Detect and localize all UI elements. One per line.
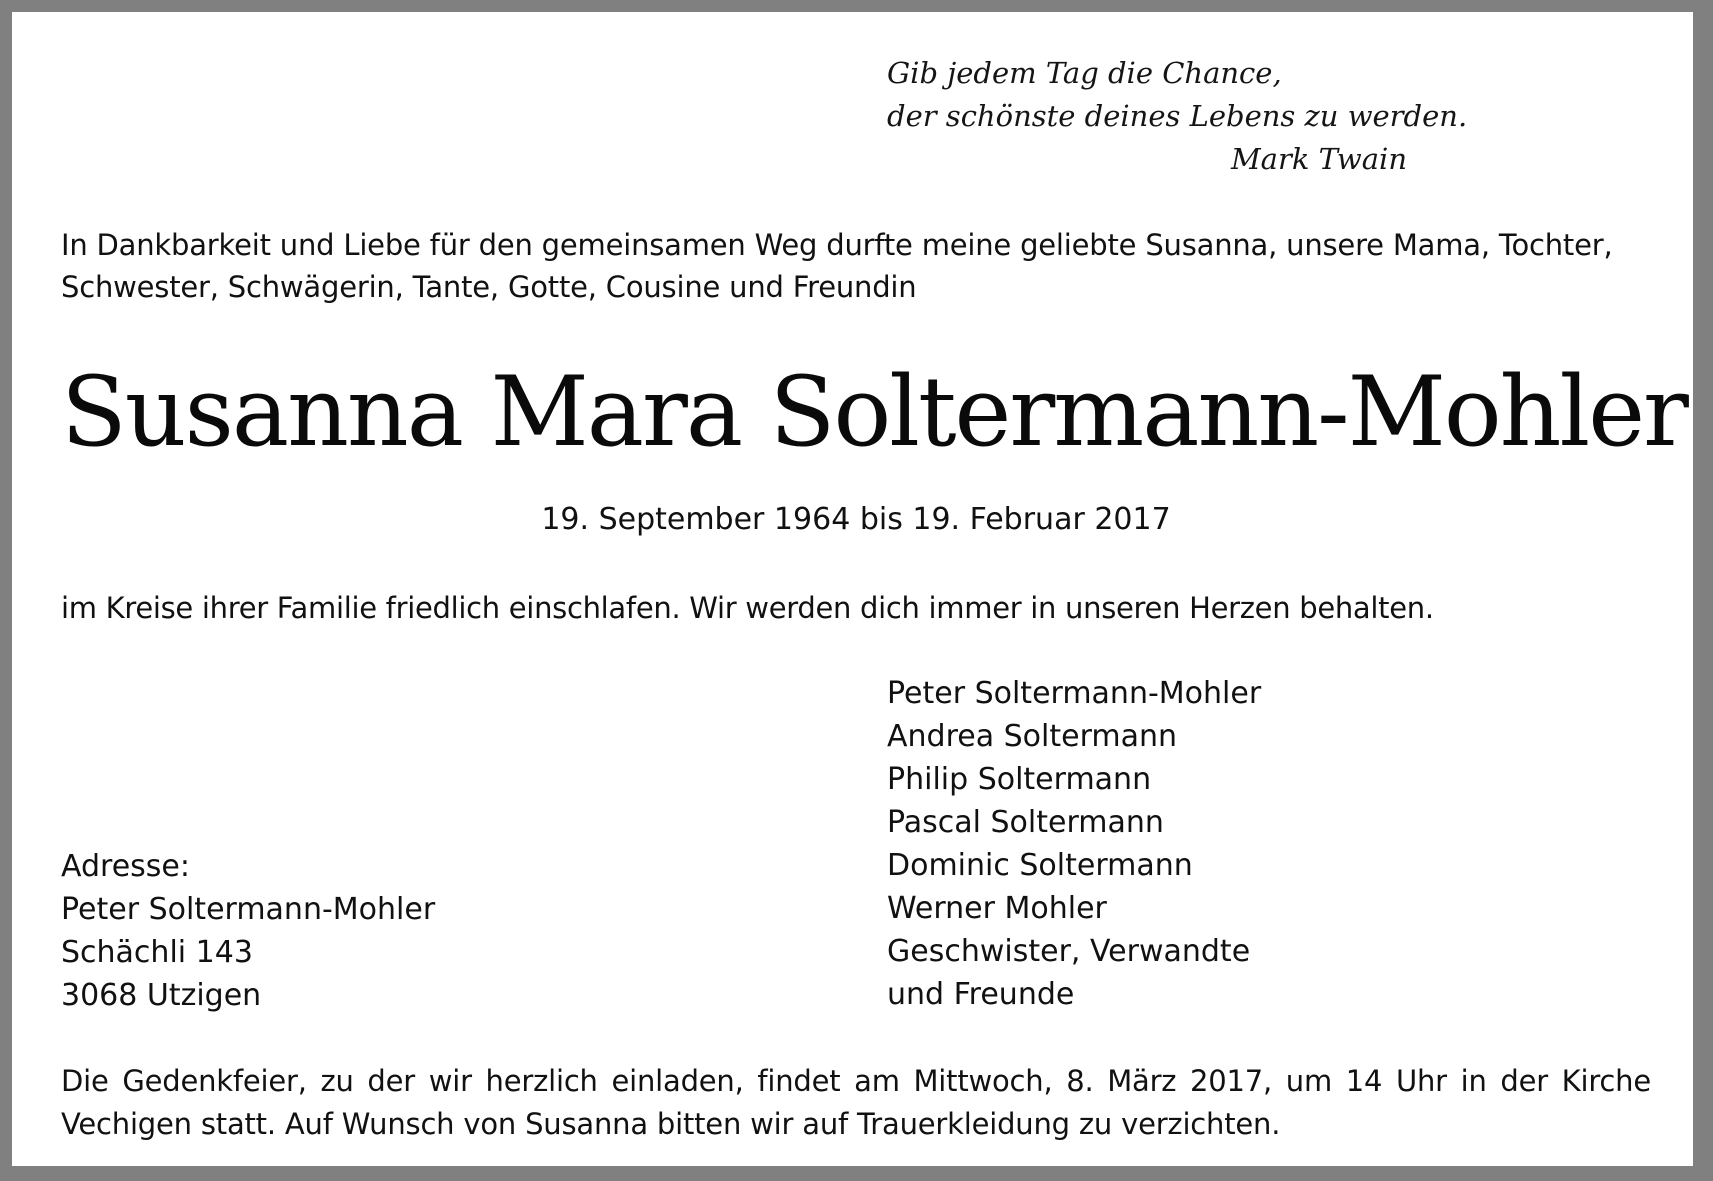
intro-text: In Dankbarkeit und Liebe für den gemeinsamen Weg durfte meine geliebte Susanna, unsere Mama, Tochter, Schwester, Schwägerin, Tante, Gotte, Cousine und Freundin [61,228,1613,304]
family-member: Peter Soltermann-Mohler [887,676,1262,711]
family-list [887,672,1487,1016]
deceased-name: Susanna Mara Soltermann-Mohler [61,356,1687,468]
quote-line: der schönste deines Lebens zu werden. [887,99,1468,133]
family-member: Dominic Soltermann [887,848,1193,883]
family-member: Geschwister, Verwandte [887,934,1251,969]
family-member: Philip Soltermann [887,762,1152,797]
address-line: Schächli 143 [61,935,253,970]
obituary-card [12,12,1693,1166]
quote-line: Gib jedem Tag die Chance, [887,56,1282,90]
life-dates: 19. September 1964 bis 19. Februar 2017 [541,502,1171,537]
quote-block [887,52,1468,181]
family-member: Andrea Soltermann [887,719,1178,754]
family-member: Werner Mohler [887,891,1107,926]
address-label: Adresse: [61,849,190,884]
address-line: 3068 Utzigen [61,978,262,1013]
quote-author: Mark Twain [1230,142,1407,176]
memorial-notice: Die Gedenkfeier, zu der wir herzlich einladen, findet am Mittwoch, 8. März 2017, um 14 Uhr in der Kirche Vechigen statt. Auf Wunsch von Susanna bitten wir auf Trauerkleidung zu verzichten. [61,1064,1651,1141]
address-block [61,845,661,1017]
family-member: und Freunde [887,977,1075,1012]
passing-text: im Kreise ihrer Familie friedlich einschlafen. Wir werden dich immer in unseren Herzen behalten. [61,591,1434,625]
family-member: Pascal Soltermann [887,805,1164,840]
address-line: Peter Soltermann-Mohler [61,892,436,927]
